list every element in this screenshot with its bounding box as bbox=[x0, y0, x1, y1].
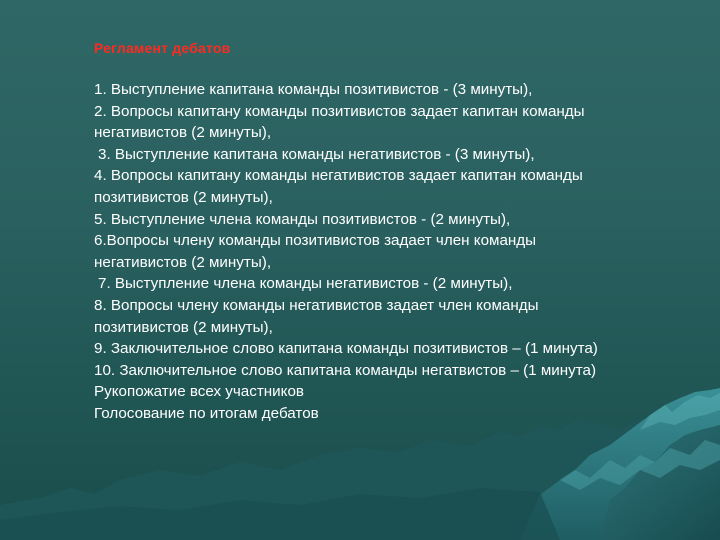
agenda-line: 10. Заключительное слово капитана команды негатвистов – (1 минута) bbox=[94, 361, 597, 379]
agenda-line: 5. Выступление члена команды позитивистов - (2 минуты), bbox=[94, 210, 511, 228]
agenda-line: 9. Заключительное слово капитана команды позитивистов – (1 минута) bbox=[94, 340, 598, 358]
agenda-line: 2. Вопросы капитану команды позитивистов задает капитан команды bbox=[94, 102, 585, 120]
agenda-line: позитивистов (2 минуты), bbox=[94, 318, 273, 336]
agenda-content bbox=[94, 38, 704, 425]
agenda-line: негативистов (2 минуты), bbox=[94, 253, 272, 271]
agenda-line: 7. Выступление члена команды негативистов - (2 минуты), bbox=[98, 275, 513, 293]
agenda-line: негативистов (2 минуты), bbox=[94, 124, 272, 142]
agenda-line: 3. Выступление капитана команды негативистов - (3 минуты), bbox=[98, 145, 535, 163]
slide-title: Регламент дебатов bbox=[94, 40, 231, 56]
agenda-line: 1. Выступление капитана команды позитивистов - (3 минуты), bbox=[94, 81, 533, 98]
agenda-line: позитивистов (2 минуты), bbox=[94, 188, 273, 206]
agenda-line: 6.Вопросы члену команды позитивистов задает член команды bbox=[94, 232, 537, 250]
agenda-line: Голосование по итогам дебатов bbox=[94, 404, 319, 422]
agenda-line: 8. Вопросы члену команды негативистов задает член команды bbox=[94, 296, 539, 314]
agenda-line: 4. Вопросы капитану команды негативистов задает капитан команды bbox=[94, 167, 583, 185]
agenda-line: Рукопожатие всех участников bbox=[94, 383, 304, 401]
